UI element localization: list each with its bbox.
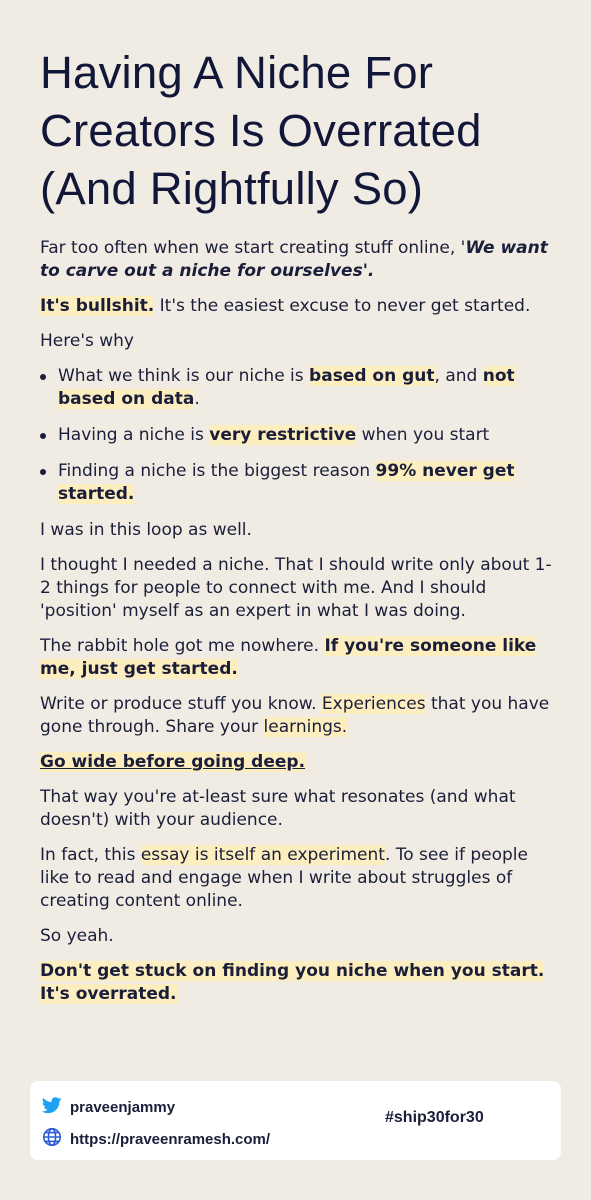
highlight: Don't get stuck on finding you niche when you start. It's overrated. — [40, 961, 545, 1004]
highlight: Experiences — [321, 694, 426, 714]
article — [40, 44, 560, 1018]
highlight: It's bullshit. — [40, 296, 155, 316]
highlight: Go wide before going deep. — [40, 752, 306, 772]
paragraph-2 — [40, 295, 560, 318]
list-text: when you start — [356, 425, 490, 445]
paragraph-7 — [40, 693, 560, 739]
list-item — [58, 365, 560, 411]
list-item — [58, 460, 560, 506]
footer-card — [30, 1081, 561, 1160]
paragraph-text: Write or produce stuff you know. — [40, 694, 322, 714]
paragraph-10 — [40, 844, 560, 913]
paragraph-9: That way you're at-least sure what resonates (and what doesn't) with your audience. — [40, 787, 516, 830]
website-row[interactable] — [42, 1127, 270, 1151]
highlight: very restrictive — [209, 425, 357, 445]
intro-quote: We want to carve out a niche for ourselves'. — [40, 238, 548, 281]
paragraph-12 — [40, 960, 560, 1006]
list-item — [58, 424, 560, 447]
highlight: based on gut — [309, 366, 435, 386]
highlight: learnings. — [263, 717, 348, 737]
list-text: Finding a niche is the biggest reason — [58, 461, 376, 481]
paragraph-text: It's the easiest excuse to never get started. — [154, 296, 531, 316]
highlight: not based on data — [58, 366, 515, 409]
list-text: What we think is our niche is — [58, 366, 310, 386]
paragraph-text: that you have gone through. Share your — [40, 694, 550, 737]
paragraph-text: . To see if people like to read and engage when I write about struggles of creating content online. — [40, 845, 528, 911]
paragraph-11: So yeah. — [40, 926, 114, 946]
highlight: 99% never get started. — [58, 461, 515, 504]
website-link: https://praveenramesh.com/ — [70, 1130, 271, 1148]
list-text: , and — [434, 366, 483, 386]
paragraph-5: I thought I needed a niche. That I should write only about 1-2 things for people to connect with me. And I should 'position' myself as an expert in what I was doing. — [40, 555, 552, 621]
paragraph-text: The rabbit hole got me nowhere. — [40, 636, 325, 656]
intro-text: Far too often when we start creating stuff online, ' — [40, 238, 466, 258]
twitter-handle: praveenjammy — [70, 1099, 176, 1116]
paragraph-6 — [40, 635, 560, 681]
highlight: essay is itself an experiment — [140, 845, 385, 865]
reasons-list — [40, 365, 560, 506]
paragraph-8 — [40, 751, 560, 774]
hashtag-label: #ship30for30 — [385, 1109, 484, 1126]
highlight: If you're someone like me, just get started. — [40, 636, 537, 679]
paragraph-4: I was in this loop as well. — [40, 520, 252, 540]
intro-paragraph — [40, 237, 560, 283]
twitter-row[interactable] — [42, 1097, 175, 1118]
paragraph-text: In fact, this — [40, 845, 141, 865]
paragraph-3: Here's why — [40, 331, 134, 351]
list-text: . — [194, 389, 200, 409]
twitter-icon — [42, 1097, 70, 1118]
list-text: Having a niche is — [58, 425, 210, 445]
article-title: Having A Niche For Creators Is Overrated (And Rightfully So) — [40, 47, 482, 214]
globe-icon — [42, 1127, 70, 1151]
